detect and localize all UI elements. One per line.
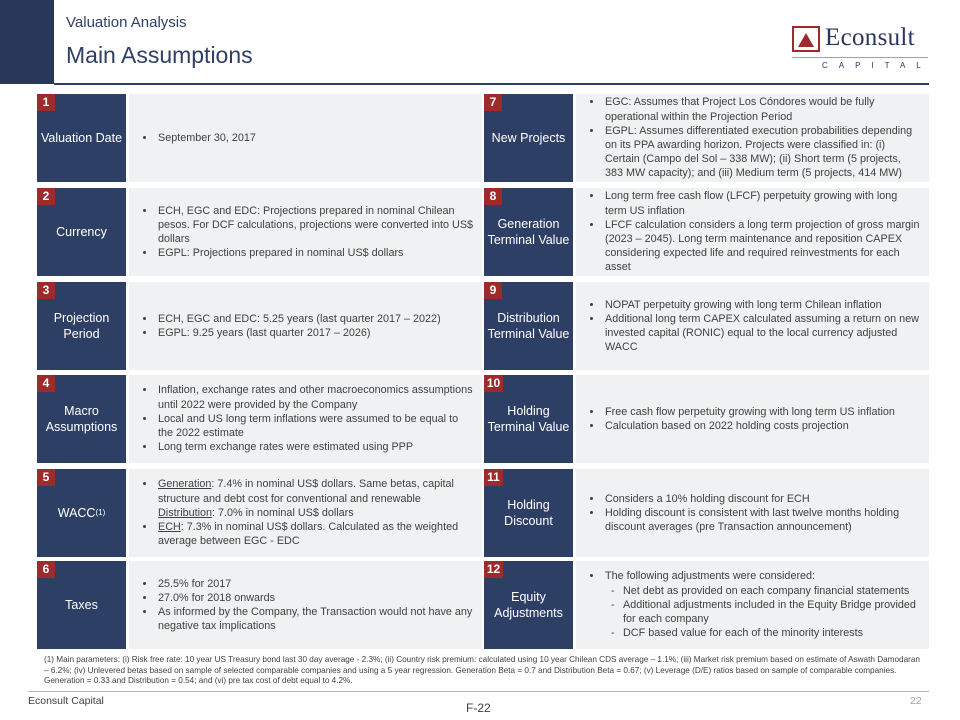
item-label: Taxes (37, 561, 126, 649)
item-number: 11 (484, 469, 503, 486)
term-distribution: Distribution (158, 506, 213, 519)
term-generation: Generation (158, 478, 212, 491)
bullet: • Calculation based on 2022 holding costs projection (603, 419, 895, 433)
item-description (576, 282, 929, 370)
assumption-distribution-terminal-value (484, 282, 929, 370)
bullet: • As informed by the Company, the Transaction would not have any negative tax implications (156, 605, 474, 633)
bullet: • Long term exchange rates were estimated using PPP (156, 440, 474, 454)
bullet (603, 569, 921, 640)
assumption-currency (37, 188, 482, 276)
item-number: 4 (37, 375, 55, 392)
assumption-taxes (37, 561, 482, 649)
item-number: 1 (37, 94, 55, 111)
bullet (156, 520, 474, 548)
footer-f-page: F-22 (466, 701, 491, 715)
footer-divider (28, 691, 929, 692)
header-divider (54, 83, 929, 85)
assumption-generation-terminal-value (484, 188, 929, 276)
item-label: Holding Terminal Value (484, 375, 573, 463)
item-description (129, 282, 482, 370)
item-label: Projection Period (37, 282, 126, 370)
item-number: 6 (37, 561, 55, 578)
item-description (576, 561, 929, 649)
ech-text: : 7.3% in nominal US$ dollars. Calculated as the weighted average between EGC - EDC (158, 521, 459, 548)
bullet: • Additional long term CAPEX calculated assuming a return on new invested capital (RONIC) equal to the local currency adjusted WACC (603, 312, 921, 355)
bullet: • LFCF calculation considers a long term projection of gross margin (2023 – 2045). Long term maintenance and reposition CAPEX considering expected life and required reinvestments for each asset (603, 218, 921, 275)
assumption-macro (37, 375, 482, 463)
item-label: Macro Assumptions (37, 375, 126, 463)
item-description (576, 375, 929, 463)
item-description (129, 561, 482, 649)
logo-divider (792, 57, 928, 58)
econsult-logo (792, 24, 932, 74)
bullet: • Holding discount is consistent with last twelve months holding discount averages (pre Transaction announcement) (603, 506, 921, 534)
bullet: • EGPL: Projections prepared in nominal US$ dollars (156, 246, 474, 260)
bullet-text: The following adjustments were considered: (605, 570, 816, 583)
sub-bullet: - Additional adjustments included in the Equity Bridge provided for each company (611, 598, 921, 626)
item-description (129, 469, 482, 557)
bullet (156, 477, 474, 520)
assumption-holding-terminal-value (484, 375, 929, 463)
bullet: • Long term free cash flow (LFCF) perpetuity growing with long term US inflation (603, 189, 921, 217)
item-label: Holding Discount (484, 469, 573, 557)
item-number: 2 (37, 188, 55, 205)
bullet: • EGC: Assumes that Project Los Cóndores would be fully operational within the Projection Period (603, 95, 921, 123)
item-label: New Projects (484, 94, 573, 182)
logo-mark-icon (792, 26, 820, 52)
item-number: 10 (484, 375, 503, 392)
item-number: 8 (484, 188, 502, 205)
bullet: • NOPAT perpetuity growing with long term Chilean inflation (603, 298, 921, 312)
item-description (576, 94, 929, 182)
item-number: 3 (37, 282, 55, 299)
item-label: Valuation Date (37, 94, 126, 182)
bullet: • ECH, EGC and EDC: 5.25 years (last quarter 2017 – 2022) (156, 312, 441, 326)
bullet: • EGPL: Assumes differentiated execution probabilities depending on its PPA awarding horizon. Projects were classified in: (i) Certain (Campo del Sol – 338 MW); (ii) Short term (5 projects, 383 MW capacity); and (iii) Medium term (5 projects, 414 MW) (603, 124, 921, 181)
item-label: Distribution Terminal Value (484, 282, 573, 370)
header-side-bar (0, 0, 54, 84)
footnote: (1) Main parameters: (i) Risk free rate: 10 year US Treasury bond last 30 day average - 2.3%; (ii) Country risk premium: calculated using 10 year Chilean CDS average – 1.1%; (iii) Market risk premium based on estimate of Aswath Damodaran – 6.2%; (iv) Unlevered betas based on sample of selected comparable companies and using a 5 year regression. Generation Beta = 0.7 and Distribution Beta = 0.67; (v) Leverage (D/E) ratios based on sample of comparable companies. Generation = 0.33 and Distribution = 0.54; and (vi) pre tax cost of debt equal to 4.2%. (44, 655, 920, 685)
sub-bullet: - Net debt as provided on each company financial statements (611, 584, 921, 598)
assumption-new-projects (484, 94, 929, 182)
footer-page-number: 22 (910, 695, 922, 707)
item-number: 9 (484, 282, 502, 299)
page-title: Main Assumptions (66, 42, 253, 68)
item-label: Generation Terminal Value (484, 188, 573, 276)
assumption-projection-period (37, 282, 482, 370)
term-ech: ECH (158, 521, 181, 534)
item-number: 5 (37, 469, 55, 486)
item-description (129, 188, 482, 276)
assumption-equity-adjustments (484, 561, 929, 649)
item-description (129, 375, 482, 463)
bullet: • Local and US long term inflations were assumed to be equal to the 2022 estimate (156, 412, 474, 440)
section-subtitle: Valuation Analysis (66, 14, 187, 31)
generation-text: : 7.4% in nominal US$ dollars. Same betas, capital structure and debt cost for conventional and renewable (158, 478, 454, 505)
item-label: Currency (37, 188, 126, 276)
bullet: • ECH, EGC and EDC: Projections prepared in nominal Chilean pesos. For DCF calculations, projections were converted into US$ dollars (156, 204, 474, 247)
bullet: • 25.5% for 2017 (156, 577, 474, 591)
logo-subtitle: CAPITAL (822, 61, 932, 70)
assumption-wacc (37, 469, 482, 557)
assumption-valuation-date (37, 94, 482, 182)
item-label: Equity Adjustments (484, 561, 573, 649)
item-number: 7 (484, 94, 502, 111)
logo-wordmark: Econsult (825, 24, 915, 51)
bullet: • Free cash flow perpetuity growing with long term US inflation (603, 405, 895, 419)
bullet: • Inflation, exchange rates and other macroeconomics assumptions until 2022 were provided by the Company (156, 383, 474, 411)
assumption-holding-discount (484, 469, 929, 557)
item-description (129, 94, 482, 182)
bullet: • 27.0% for 2018 onwards (156, 591, 474, 605)
bullet: • September 30, 2017 (156, 131, 256, 145)
item-number: 12 (484, 561, 503, 578)
item-label-text: WACC (57, 506, 96, 520)
item-description (576, 188, 929, 276)
footer-company: Econsult Capital (28, 695, 104, 707)
sub-bullet: - DCF based value for each of the minority interests (611, 626, 921, 640)
distribution-text: : 7.0% in nominal US$ dollars (212, 506, 354, 519)
bullet: • Considers a 10% holding discount for ECH (603, 492, 921, 506)
bullet: • EGPL: 9.25 years (last quarter 2017 – 2026) (156, 326, 441, 340)
footnote-marker: (1) (95, 508, 106, 517)
item-description (576, 469, 929, 557)
